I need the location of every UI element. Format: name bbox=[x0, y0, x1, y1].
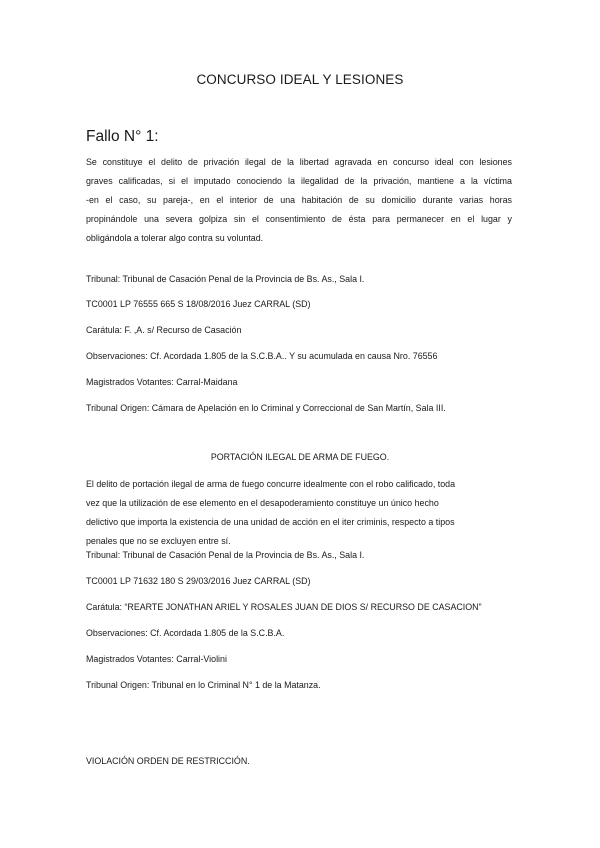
section2-summary bbox=[86, 475, 512, 551]
section2-case-ref: TC0001 LP 71632 180 S 29/03/2016 Juez CARRAL (SD) bbox=[86, 576, 311, 586]
summary-line: delictivo que importa la existencia de una unidad de acción en el iter criminis, respecto a tipos bbox=[86, 517, 455, 527]
section1-tribunal: Tribunal: Tribunal de Casación Penal de la Provincia de Bs. As., Sala I. bbox=[86, 274, 365, 284]
section2-observaciones: Observaciones: Cf. Acordada 1.805 de la S.C.B.A. bbox=[86, 628, 285, 638]
summary-line: vez que la utilización de ese elemento en el desapoderamiento constituye un único hecho bbox=[86, 498, 439, 508]
summary-line: -en el caso, su pareja-, en el interior de una habitación de su domicilio durante varias horas bbox=[86, 195, 512, 205]
summary-line: penales que no se excluyen entre sí. bbox=[86, 536, 231, 546]
summary-line: propinándole una severa golpiza sin el consentimiento de ésta para permanecer en el lugar y bbox=[86, 214, 512, 224]
section2-magistrados: Magistrados Votantes: Carral-Violini bbox=[86, 654, 227, 664]
section1-summary bbox=[86, 153, 512, 248]
section2-tribunal: Tribunal: Tribunal de Casación Penal de la Provincia de Bs. As., Sala I. bbox=[86, 550, 365, 560]
section1-tribunal-origen: Tribunal Origen: Cámara de Apelación en lo Criminal y Correccional de San Martín, Sala III. bbox=[86, 403, 446, 413]
section2-caratula: Carátula: “REARTE JONATHAN ARIEL Y ROSALES JUAN DE DIOS S/ RECURSO DE CASACION” bbox=[86, 602, 482, 612]
section1-magistrados: Magistrados Votantes: Carral-Maidana bbox=[86, 377, 238, 387]
section3-heading: VIOLACIÓN ORDEN DE RESTRICCIÓN. bbox=[86, 756, 250, 766]
section1-case-ref: TC0001 LP 76555 665 S 18/08/2016 Juez CARRAL (SD) bbox=[86, 299, 311, 309]
summary-line: obligándola a tolerar algo contra su voluntad. bbox=[86, 233, 264, 243]
fallo-heading: Fallo N° 1: bbox=[86, 128, 159, 145]
summary-line: Se constituye el delito de privación ilegal de la libertad agravada en concurso ideal con lesiones bbox=[86, 157, 512, 167]
section2-tribunal-origen: Tribunal Origen: Tribunal en lo Criminal N° 1 de la Matanza. bbox=[86, 680, 321, 690]
section1-observaciones: Observaciones: Cf. Acordada 1.805 de la S.C.B.A.. Y su acumulada en causa Nro. 76556 bbox=[86, 351, 438, 361]
summary-line: El delito de portación ilegal de arma de fuego concurre idealmente con el robo calificado, toda bbox=[86, 479, 456, 489]
section2-heading: PORTACIÓN ILEGAL DE ARMA DE FUEGO. bbox=[210, 452, 390, 462]
summary-line: graves calificadas, si el imputado conociendo la ilegalidad de la privación, mantiene a la víctima bbox=[86, 176, 512, 186]
document-title: CONCURSO IDEAL Y LESIONES bbox=[196, 72, 404, 87]
section1-caratula: Carátula: F. ,A. s/ Recurso de Casación bbox=[86, 325, 242, 335]
